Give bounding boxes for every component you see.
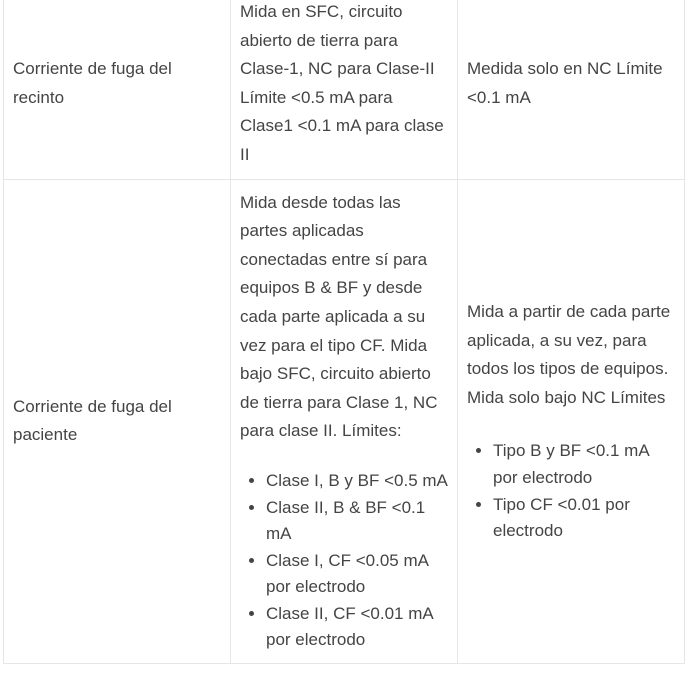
measurement-text: Mida en SFC, circuito abierto de tierra para Clase-1, NC para Clase-II Límite <0.5 mA para Clase1 <0.1 mA para clase II — [240, 2, 444, 164]
measurement-text: Mida desde todas las partes aplicadas conectadas entre sí para equipos B & BF y desde cada parte aplicada a su vez para el tipo CF. Mida bajo SFC, circuito abierto de tierra para Clase 1, NC para clase II. Límites: — [240, 192, 438, 441]
limit-cell — [458, 0, 685, 179]
measurement-cell — [231, 0, 458, 179]
measurement-cell — [231, 179, 458, 664]
list-item: • Clase I, CF <0.05 mA por electrodo — [266, 548, 448, 601]
table-row — [4, 0, 685, 179]
limits-list — [467, 438, 675, 544]
row-label: Corriente de fuga del paciente — [13, 396, 172, 445]
row-label-cell — [4, 0, 231, 179]
row-label-cell — [4, 179, 231, 664]
list-item: • Clase I, B y BF <0.5 mA — [266, 468, 448, 495]
leakage-current-table — [3, 0, 685, 664]
row-label: Corriente de fuga del recinto — [13, 59, 172, 107]
table-row — [4, 179, 685, 664]
limit-text: Mida a partir de cada parte aplicada, a su vez, para todos los tipos de equipos. Mida solo bajo NC Límites — [467, 301, 671, 407]
limit-text: Medida solo en NC Límite <0.1 mA — [467, 59, 663, 107]
list-item: • Clase II, CF <0.01 mA por electrodo — [266, 601, 448, 654]
list-item: • Tipo CF <0.01 por electrodo — [493, 492, 675, 545]
limits-list — [240, 468, 448, 654]
list-item: • Clase II, B & BF <0.1 mA — [266, 495, 448, 548]
limit-cell — [458, 179, 685, 664]
list-item: • Tipo B y BF <0.1 mA por electrodo — [493, 438, 675, 491]
